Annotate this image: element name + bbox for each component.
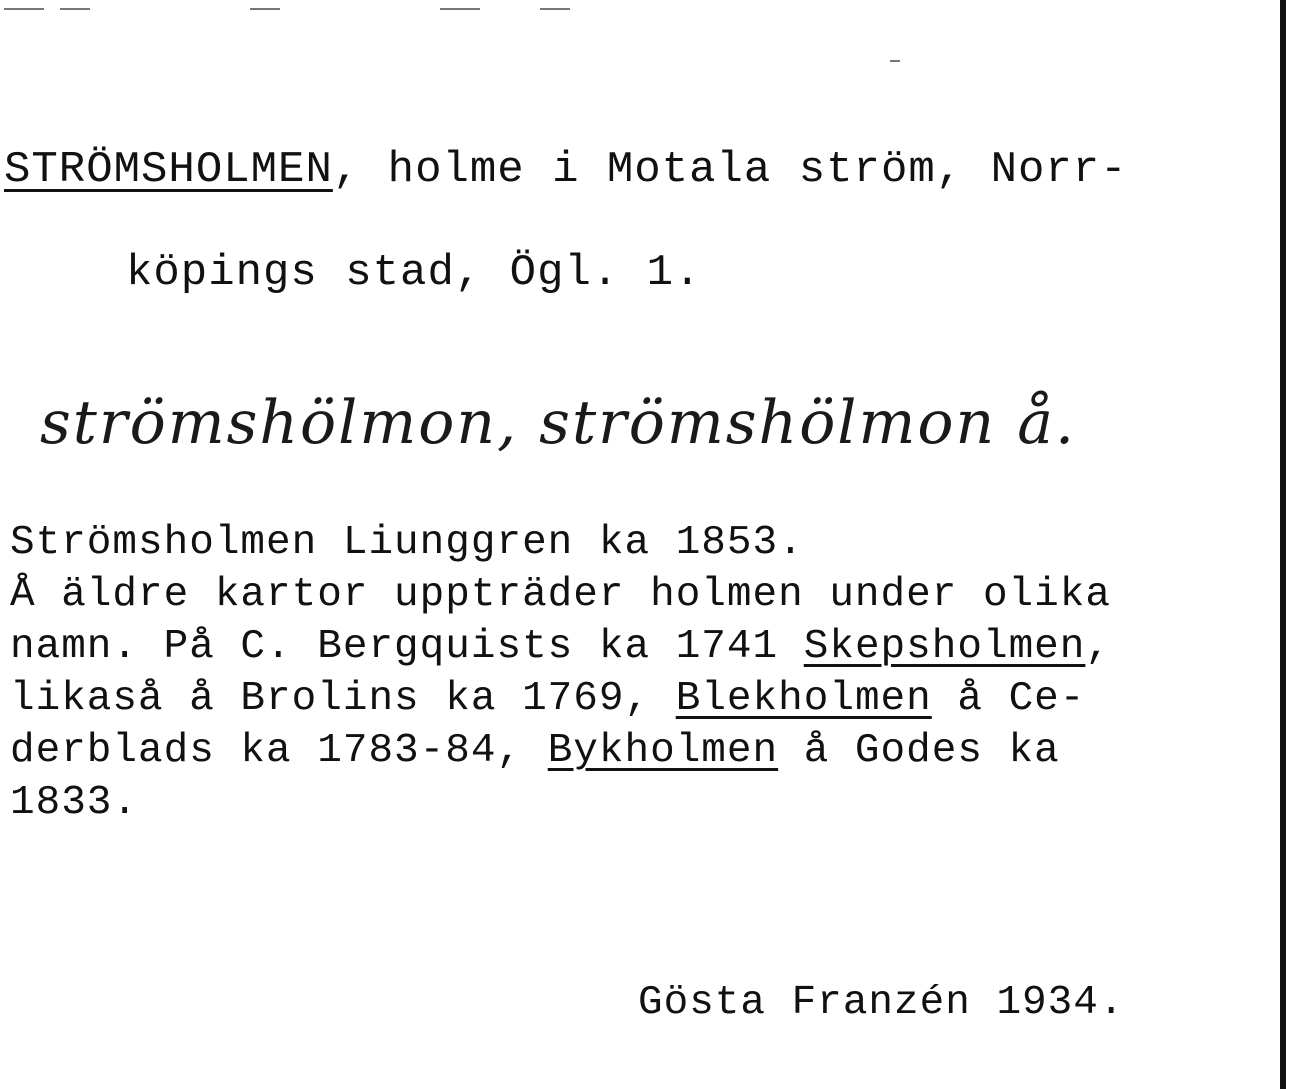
- body-text: å Ce-: [931, 676, 1086, 722]
- body-text: namn. På C. Bergquists ka 1741: [10, 624, 804, 670]
- scan-mark: [440, 8, 480, 10]
- entry-heading: [4, 145, 1128, 195]
- body-line: [10, 728, 1060, 774]
- underlined-name: Blekholmen: [675, 676, 932, 722]
- scan-mark: [540, 8, 570, 10]
- body-text: ,: [1085, 624, 1111, 670]
- body-line: [10, 676, 1085, 722]
- body-text: derblads ka 1783-84,: [10, 728, 548, 774]
- underlined-name: Skepsholmen: [803, 624, 1086, 670]
- body-text: å Godes ka: [778, 728, 1060, 774]
- headword: STRÖMSHOLMEN: [4, 145, 333, 195]
- scan-mark: [250, 8, 280, 10]
- body-text: likaså å Brolins ka 1769,: [10, 676, 676, 722]
- heading-continuation: köpings stad, Ögl. 1.: [126, 248, 702, 298]
- signature: Gösta Franzén 1934.: [638, 980, 1125, 1026]
- scan-mark: [60, 8, 90, 10]
- body-line: Strömsholmen Liunggren ka 1853.: [10, 520, 804, 566]
- underlined-name: Bykholmen: [547, 728, 779, 774]
- card-edge: [1280, 0, 1286, 1089]
- scan-mark: [4, 8, 44, 10]
- body-line: 1833.: [10, 780, 139, 826]
- heading-text: , holme i Motala ström, Norr-: [332, 145, 1128, 195]
- body-line: [10, 624, 1111, 670]
- scan-mark: [890, 60, 900, 62]
- handwritten-pronunciation: strömshölmon, strömshölmon å.: [40, 388, 1077, 458]
- body-line: Å äldre kartor uppträder holmen under olika: [10, 572, 1111, 618]
